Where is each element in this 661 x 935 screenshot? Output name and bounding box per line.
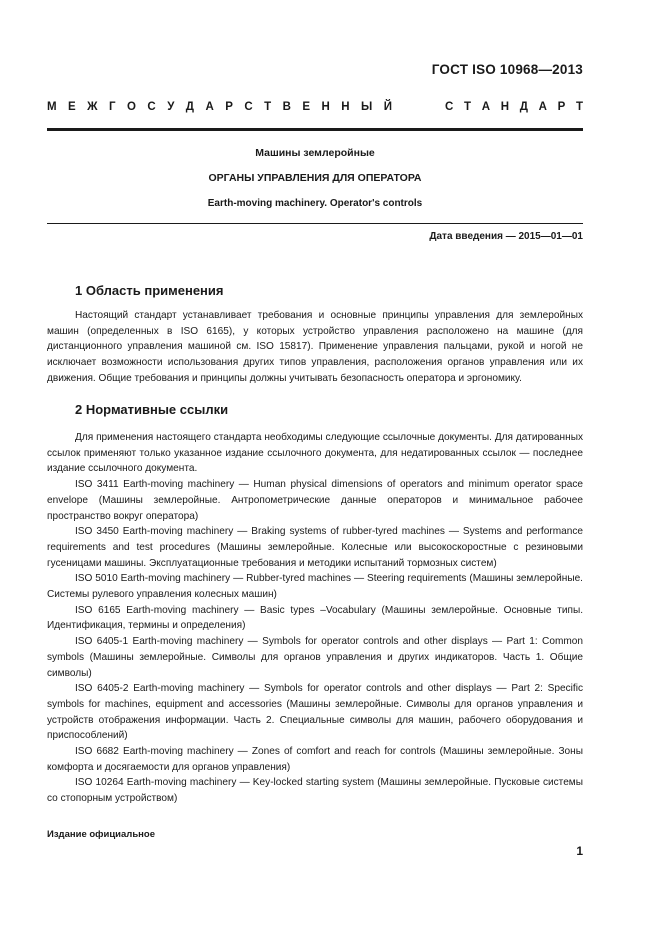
banner-letter: Ж — [87, 101, 98, 113]
interstate-standard-banner — [47, 101, 583, 113]
introduction-date: Дата введения — 2015—01—01 — [429, 231, 583, 242]
banner-letter: Е — [302, 101, 311, 113]
banner-letter: Ы — [361, 101, 373, 113]
banner-letter: Д — [519, 101, 528, 113]
banner-letter: Е — [68, 101, 76, 113]
banner-letter: Р — [557, 101, 566, 113]
banner-letter: Р — [225, 101, 233, 113]
document-title: ОРГАНЫ УПРАВЛЕНИЯ ДЛЯ ОПЕРАТОРА — [208, 172, 422, 184]
document-title-english: Earth-moving machinery. Operator's controls — [207, 198, 423, 209]
banner-letter: С — [244, 101, 253, 113]
paragraph: Настоящий стандарт устанавливает требования и основные принципы управления для землеройных машин (определенных в ISO 6165), у которых устройство управления расположено на машине (для дистанционного управления машиной см. ISO 15817). Применение управления пальцами, рукой и ногой не исключает возможности использования других типов управления, расположения органов управления или их движения. Общие требования и принципы должны учитывать безопасность оператора и эргономику. — [47, 310, 583, 384]
banner-letter: Т — [264, 101, 272, 113]
banner-left-word — [47, 101, 392, 113]
banner-letter: С — [445, 101, 454, 113]
banner-letter: Т — [464, 101, 472, 113]
title-rule-thin — [47, 223, 583, 224]
banner-letter: Н — [500, 101, 510, 113]
banner-letter: А — [205, 101, 214, 113]
banner-letter: Й — [383, 101, 392, 113]
paragraph: ISO 3411 Earth-moving machinery — Human physical dimensions of operators and minimum operator space envelope (Машины землеройные. Антропометрические данные операторов и минимальное рабочее пространство вокруг оператора) — [47, 479, 583, 522]
paragraph: ISO 6405-2 Earth-moving machinery — Symbols for operator controls and other displays — Part 2: Specific symbols for machines, equipment and accessories (Машины землеройные. Символы для органов управления и устройств отображения информации. Часть 2. Специальные символы для машин, рабочего оборудования и приспособлений) — [47, 683, 583, 742]
paragraph: ISO 10264 Earth-moving machinery — Key-locked starting system (Машины землеройные. Пусковые системы со стопорным устройством) — [47, 777, 583, 805]
header-rule-thick — [47, 128, 583, 131]
banner-letter: О — [127, 101, 136, 113]
banner-letter: Н — [341, 101, 350, 113]
banner-letter: Н — [321, 101, 330, 113]
banner-letter: Т — [575, 101, 583, 113]
document-subtitle: Машины землеройные — [255, 147, 375, 159]
page-number: 1 — [576, 844, 583, 858]
section-2-body — [47, 430, 583, 807]
paragraph: ISO 6682 Earth-moving machinery — Zones of comfort and reach for controls (Машины землеройные. Зоны комфорта и досягаемости для органов управления) — [47, 746, 583, 773]
paragraph: Для применения настоящего стандарта необходимы следующие ссылочные документы. Для датированных ссылок применяют только указанное издание ссылочного документа, для недатированных ссылок — последнее издание ссылочного документа. — [47, 432, 583, 475]
paragraph: ISO 3450 Earth-moving machinery — Braking systems of rubber-tyred machines — Systems and performance requirements and test procedures (Машины землеройные. Колесные или высокоскоростные с резиновыми гусеницами машины. Эксплуатационные требования и методики испытаний тормозных систем) — [47, 526, 583, 569]
section-1-heading: 1 Область применения — [75, 283, 224, 298]
banner-letter: С — [147, 101, 156, 113]
banner-letter: Д — [185, 101, 194, 113]
document-code: ГОСТ ISO 10968—2013 — [431, 62, 583, 77]
section-1-body — [47, 308, 583, 387]
banner-letter: У — [167, 101, 175, 113]
paragraph: ISO 6405-1 Earth-moving machinery — Symbols for operator controls and other displays — Part 1: Common symbols (Машины землеройные. Символы для органов управления и других индикаторов. Часть 1. Общие символы) — [47, 636, 583, 679]
banner-letter: А — [538, 101, 547, 113]
banner-letter: В — [282, 101, 291, 113]
banner-letter: Г — [109, 101, 116, 113]
paragraph: ISO 6165 Earth-moving machinery — Basic types –Vocabulary (Машины землеройные. Основные типы. Идентификация, термины и определения) — [47, 604, 583, 632]
banner-right-word — [445, 101, 583, 113]
paragraph: ISO 5010 Earth-moving machinery — Rubber-tyred machines — Steering requirements (Машины землеройные. Системы рулевого управления колесных машин) — [47, 573, 583, 601]
section-2-heading: 2 Нормативные ссылки — [75, 402, 229, 417]
official-edition-label: Издание официальное — [47, 829, 155, 840]
banner-letter: А — [481, 101, 491, 113]
banner-letter: М — [47, 101, 57, 113]
